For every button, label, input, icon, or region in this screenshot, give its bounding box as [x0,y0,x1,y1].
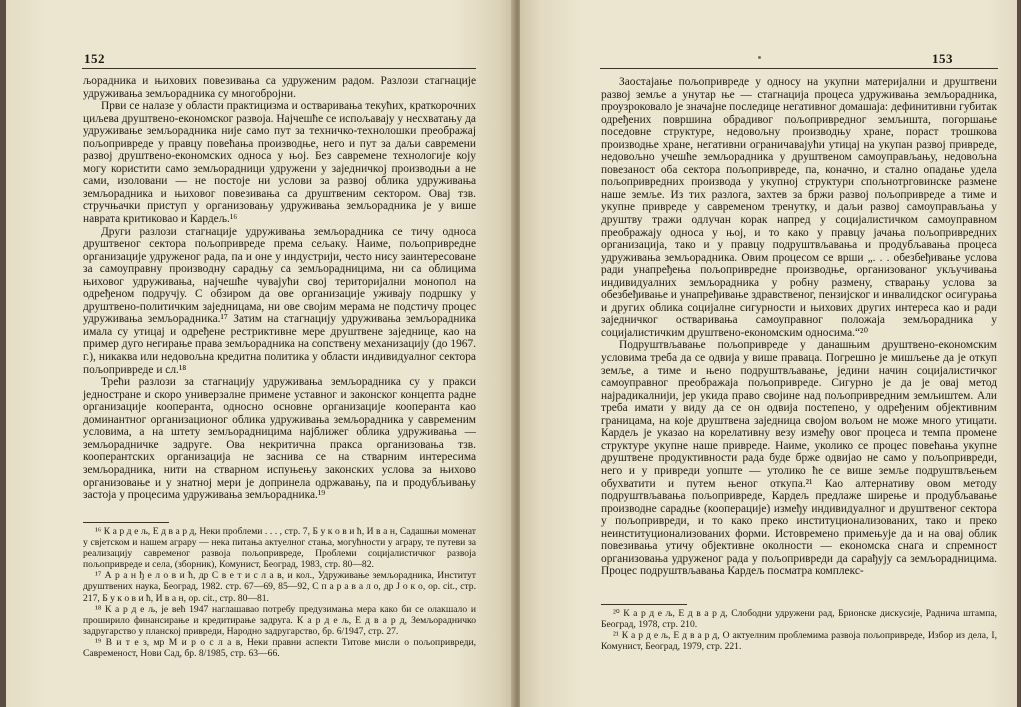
footnote-rule [601,604,687,605]
paragraph: Први се налазе у области практицизма и остваривања текућих, краткорочних циљева друштвено-економског развоја. Најчешће се испољавају у несхватању да удруживање земљорадника није само пут за техничко-технолошки преображај пољопривреде у правцу повећања производње, него и пут за даљи савремени развој друштвено-економских односа у њој. Без савремене технологије коју могу користити само земљорадници удружени у заједничкој производњи а не сами, изоловани — не постоје ни услови за развој облика удруживања земљорадника и њиховог повезивања са друштвеним сектором. Овај тзв. стручњачки приступ у организовању удруживања земљорадника је у више наврата критиковао и Кардељ.¹⁶ [83,100,476,226]
paragraph: Други разлози стагнације удруживања земљорадника се тичу односа друштвеног сектора пољопривреде према сељаку. Наиме, пољопривредне организације удруженог рада, па и оне у индустрији, често нису заинтересоване за самоуправну производну сарадњу са земљорадницима, ни са облицима њиховог удруживања, најчешће чувајући свој територијални монопол на одређеном подручју. С обзиром да ове организације уживају подршку у друштвено-политичким заједницама, ни ове својим мерама не подстичу процес удруживања земљорадника.¹⁷ Затим на стагнацију удруживања земљорадника имала су утицај и одређене рестриктивне мере друштвене заједнице, као на пример дуго негирање права земљорадника на сопствену механизацију (до 1967. г.), никаква или недовољна кредитна политика у области индивидуалног сектора пољопривреде и сл.¹⁸ [83,225,476,376]
footnote: ²⁰ К а р д е љ, Е д в а р д, Слободни удружени рад, Брионске дискусије, Раднича штампа, Београд, 1978, стр. 210. [601,608,997,631]
page-number: 153 [932,51,953,66]
paragraph: љорадника и њихових повезивања са удруженим радом. Разлози стагнације удруживања земљорадника су многобројни. [83,75,476,100]
header-rule [600,68,998,69]
paragraph: Подруштвљавање пољопривреде у данашњим друштвено-економским условима треба да се одвија у више праваца. Погрешно је мишљење да је откуп земље, а тиме и њено подруштвљавање, једини начин социјалистичког самоуправног преображаја пољопривреде. Сигурно је да је овај метод најрадикалнији, јер укида право својине над пољопривредним земљиштем. Али треба имати у виду да се он одвија постепено, у одређеним објективним границама, на које друштвена заједница својом вољом не може много утицати. Кардељ је указао на корелативну везу између овог процеса и темпа промене структуре укупне наше привреде. Наиме, уколико се процес повећања укупне друштвене продуктивности рада буде брже одвијао не само у пољопривреди, него и у привреди уопште — утолико ће се више земље подруштвљењем обухватити и путем њеног откупа.²¹ Као алтернативу овом методу подруштвљавања пољопривреде, Кардељ предлаже ширење и продубљавање производне сарадње (кооперације) између индивидуалног и друштвеног сектора у пољопривреди, и то како преко институционализованих, тако и преко неинституционализованих форми. Истовремено примењује да и на овај облик повезивања утичу објективне околности — економска снага и спремност организовања удруженог рада у пољопривреди да сарађују са земљорадницима. Процес подруштвљавања Кардељ посматра комплекс- [601,339,997,578]
right-page [520,0,1017,707]
footnote-rule [83,522,169,523]
header-rule [82,68,476,69]
page-mark [758,56,761,59]
page-number: 152 [84,51,105,66]
footnote: ¹⁷ А р а н ђ е л о в и ћ, др С в е т и с л а в, и кол., Удруживање земљорадника, Институт друштвених наука, Београд, 1982. стр. 67—69, 85—92, С п а р а в а л о, др Ј о к о, op. cit., стр. 217, Б у к о в и ћ, И в а н, op. cit., стр. 80—81. [83,570,476,604]
footnote: ¹⁶ К а р д е љ, Е д в а р д, Неки проблеми . . . , стр. 7, Б у к о в и ћ, И в а н, Садашњи моменат у свјетском и нашем аграру — нека питања актуелног стања, могућности у аграру, те путеви за реализацију савременог развоја пољопривреде, Проблеми социјалистичког развоја пољопривреде и села, (зборник), Комунист, Београд, 1983, стр. 80—82. [83,526,476,571]
footnote: ¹⁸ К а р д е љ, је већ 1947 наглашавао потребу предузимања мера како би се олакшало и проширило финансирање и кредитирање задруга. К а р д е љ, Е д в а р д, Земљорадничко задругарство у планској привреди, Народно задругарство, бр. 6/1947, стр. 27. [83,603,476,637]
paragraph: Заостајање пољопривреде у односу на укупни материјални и друштвени развој земље а унутар ње — стагнација процеса удруживања земљорадника, проузроковало је значајне последице негативног домашаја: дефинитивни губитак одређених површина обрадивог пољопривредног земљишта, погоршање поседовне структуре, недовољну производњу хране, пораст трошкова производње хране, негативни ограничавајући утицај на укупан развој привреде, недовољно учешће земљорадника у друштвеном самоуправљању, недовољна повезаност оба сектора пољопривреде, па, коначно, и стално опадање удела пољопривредних производа у укупној структури спољнотрговинске размене наше земље. Из тих разлога, захтев за бржи развој пољопривреде а тиме и укупне привреде у савременом тренутку, и даљи развој самоуправљања у друштву тражи одлучан корак напред у социјалистичком самоуправном преображају односа у њој, и то како у правцу јачања пољопривредних организација, тако и у правцу подруштвљавања и продубљавања процеса удруживања земљорадника. Овим процесом се врши „. . . обезбеђивање услова ради унапређења пољопривредне производње, организованог укључивања индивидуалних земљорадника у робну размену, стварању услова за обезбеђивање и унапређивање здравственог, пензијског и инвалидског осигурања и других облика социјалне сигурности и њихових других интереса као и ради заједничког остваривања самоуправног положаја земљорадника у социјалистичким друштвено-економским односима.“²⁰ [601,76,997,339]
footnotes [601,608,997,652]
body-text [83,75,476,502]
paragraph: Трећи разлози за стагнацију удруживања земљорадника су у пракси једностране и скоро универзалне примене уставног и законског концепта радне организације кооперанта, односно основне организације кооперанта као доминантног организационог облика удруживања земљорадника у савременим условима, а на штету земљорадницима најближег облика удруживања — земљорадничке задруге. Ова некритична пракса организовања тзв. кооперантских организација не заснива се на стварним интересима земљорадника, нити на стварном испуњењу законских услова за њихово организовање и у знатној мери је допринела одржавању, па и продубљивању застоја у процесима удруживања земљорадника.¹⁹ [83,376,476,502]
body-text [601,76,997,578]
footnote: ¹⁹ В и т е з, мр М и р о с л а в, Неки правни аспекти Титове мисли о пољопривреди, Савременост, Нови Сад, бр. 8/1985, стр. 63—66. [83,636,476,660]
left-page [6,0,514,707]
footnotes [83,526,476,659]
footnote: ²¹ К а р д е љ, Е д в а р д, О актуелним проблемима развоја пољопривреде, Избор из дела, I, Комунист, Београд, 1979, стр. 221. [601,630,997,653]
